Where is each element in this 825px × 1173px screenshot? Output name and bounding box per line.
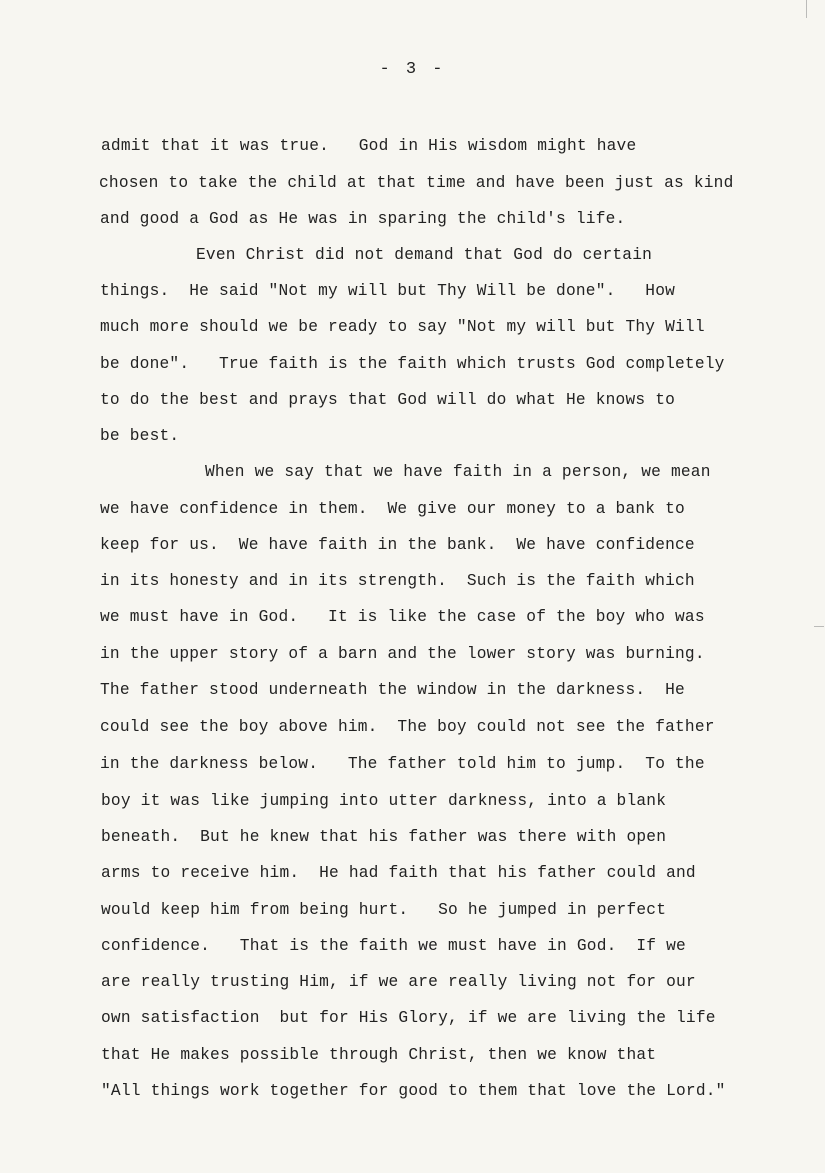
text-line: would keep him from being hurt. So he jumped in perfect	[101, 901, 667, 919]
text-line: we must have in God. It is like the case of the boy who was	[100, 608, 705, 626]
text-line: be done". True faith is the faith which trusts God completely	[100, 355, 725, 373]
text-line: own satisfaction but for His Glory, if we are living the life	[101, 1009, 716, 1027]
text-line: arms to receive him. He had faith that his father could and	[101, 864, 696, 882]
text-line: beneath. But he knew that his father was there with open	[101, 828, 667, 846]
text-line: admit that it was true. God in His wisdom might have	[101, 137, 637, 155]
text-line: boy it was like jumping into utter darkness, into a blank	[101, 792, 667, 810]
page-number: - 3 -	[379, 60, 446, 79]
text-line: The father stood underneath the window in the darkness. He	[100, 681, 685, 699]
text-line: much more should we be ready to say "Not my will but Thy Will	[100, 318, 705, 336]
text-line: in the upper story of a barn and the lower story was burning.	[100, 645, 705, 663]
text-line: and good a God as He was in sparing the child's life.	[100, 210, 626, 228]
scan-edge-mark	[806, 0, 807, 18]
text-line: "All things work together for good to them that love the Lord."	[101, 1082, 726, 1100]
scan-edge-mark	[814, 626, 824, 627]
text-line: keep for us. We have faith in the bank. We have confidence	[100, 536, 695, 554]
text-line: things. He said "Not my will but Thy Will be done". How	[100, 282, 676, 300]
text-line: Even Christ did not demand that God do certain	[196, 246, 653, 264]
text-line: in its honesty and in its strength. Such is the faith which	[100, 572, 695, 590]
text-line: that He makes possible through Christ, then we know that	[101, 1046, 657, 1064]
text-line: be best.	[100, 427, 180, 445]
text-line: are really trusting Him, if we are really living not for our	[101, 973, 696, 991]
text-line: confidence. That is the faith we must have in God. If we	[101, 937, 686, 955]
text-line: chosen to take the child at that time and have been just as kind	[99, 174, 734, 192]
text-line: in the darkness below. The father told him to jump. To the	[100, 755, 705, 773]
text-line: we have confidence in them. We give our money to a bank to	[100, 500, 685, 518]
text-line: When we say that we have faith in a person, we mean	[205, 463, 711, 481]
text-line: to do the best and prays that God will do what He knows to	[100, 391, 676, 409]
text-line: could see the boy above him. The boy could not see the father	[100, 718, 715, 736]
